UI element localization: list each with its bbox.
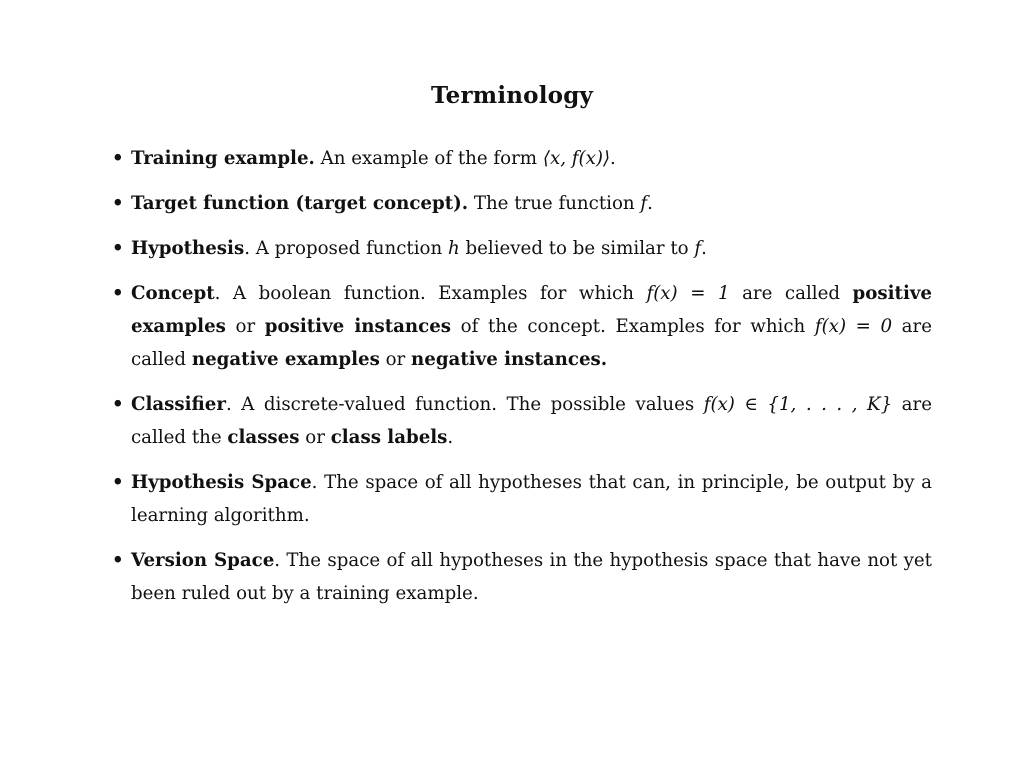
list-item-target-function (112, 187, 932, 220)
term-label: Training example. (131, 148, 315, 169)
math-expression: f (640, 193, 648, 214)
bold-term: classes (227, 427, 300, 448)
bold-term: positive examples (131, 283, 932, 337)
definition-text: are called the (131, 394, 932, 448)
bullet-icon: • (112, 472, 124, 493)
definition-text: believed to be similar to (459, 238, 695, 259)
bullet-icon: • (112, 148, 124, 169)
math-expression: f(x) = 1 (646, 283, 730, 304)
term-label: Hypothesis Space (131, 472, 312, 493)
term-label: Classifier (131, 394, 226, 415)
definition-text: . A boolean function. Examples for which (214, 283, 647, 304)
bullet-icon: • (112, 394, 124, 415)
bullet-icon: • (112, 238, 124, 259)
term-label: Hypothesis (131, 238, 245, 259)
definition-text: . (701, 238, 707, 259)
slide-title: Terminology (430, 82, 594, 109)
list-item-training-example (112, 142, 932, 175)
definition-text: of the concept. Examples for which (451, 316, 815, 337)
bullet-icon: • (112, 193, 124, 214)
definition-text: . The space of all hypotheses that can, in principle, be output by a learning algorithm. (131, 472, 932, 526)
term-label: Version Space (131, 550, 275, 571)
list-item-concept (112, 277, 932, 376)
bullet-icon: • (112, 283, 124, 304)
definition-text: or (299, 427, 331, 448)
bold-term: negative instances. (411, 349, 608, 370)
terminology-list (112, 142, 932, 622)
list-item-hypothesis (112, 232, 932, 265)
math-expression: ⟨x, f(x)⟩ (542, 148, 611, 169)
bold-term: negative examples (191, 349, 380, 370)
list-item-version-space (112, 544, 932, 610)
math-expression: f(x) ∈ {1, . . . , K} (703, 394, 893, 415)
definition-text: are called (729, 283, 853, 304)
list-item-hypothesis-space (112, 466, 932, 532)
definition-text: . A discrete-valued function. The possible values (225, 394, 704, 415)
definition-text: . The space of all hypotheses in the hypothesis space that have not yet been ruled out by a training example. (131, 550, 932, 604)
bold-term: positive instances (264, 316, 452, 337)
term-label: Target function (target concept). (131, 193, 469, 214)
definition-text: An example of the form (314, 148, 543, 169)
math-expression: f(x) = 0 (814, 316, 893, 337)
definition-text: . (647, 193, 653, 214)
definition-text: . (610, 148, 616, 169)
list-item-classifier (112, 388, 932, 454)
math-expression: f (694, 238, 702, 259)
bold-term: class labels (330, 427, 448, 448)
definition-text: The true function (468, 193, 641, 214)
definition-text: or (379, 349, 412, 370)
definition-text: or (225, 316, 265, 337)
term-label: Concept (131, 283, 215, 304)
definition-text: are called (131, 316, 932, 370)
math-expression: h (447, 238, 460, 259)
bullet-icon: • (112, 550, 124, 571)
definition-text: . (447, 427, 454, 448)
definition-text: . A proposed function (244, 238, 448, 259)
